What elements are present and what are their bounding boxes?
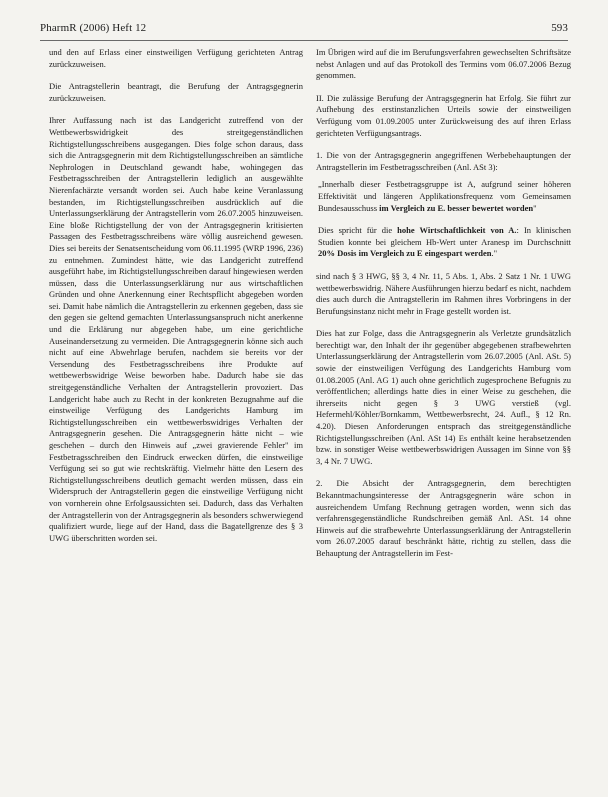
paragraph: sind nach § 3 HWG, §§ 3, 4 Nr. 11, 5 Abs. 1, Abs. 2 Satz 1 Nr. 1 UWG wettbewerbswidrig. Nähere Ausführungen hierzu bedarf es nicht, nachdem dies auch durch die Antragstellerin im Rahmen ihres Vorbringens in der Berufungsinstanz nicht mehr in Frage gestellt worden ist. <box>316 270 571 316</box>
paragraph: Die Antragstellerin beantragt, die Berufung der Antragsgegnerin zurückzuweisen. <box>49 81 303 103</box>
quote-text: „Innerhalb dieser Festbetragsgruppe ist A, aufgrund seiner höheren Effektivität und längeren Applikationsfrequenz vom Gemeinsamen Bundesausschuss <box>318 179 571 213</box>
paragraph: Dies hat zur Folge, dass die Antragsgegnerin als Verletzte grundsätzlich berechtigt war, den Inhalt der ihr gegenüber abgegebenen strafbewehrten Unterlassungserklärung der Antragstellerin vom 26.07.2005 (Anl. ASt. 5) sowie der einstweiligen Verfügung des Landgerichts Hamburg vom 01.08.2005 (Anl. AG 1) auch ohne gerichtlich zugesprochene Befugnis zu veröffentlichen; allerdings hatte dies in einer Weise zu geschehen, die ihrerseits nicht gegen § 3 UWG verstieß (vgl. Hefermehl/Köhler/Bornkamm, Wettbewerbsrecht, 24. Aufl., § 12 Rn. 4.20). Diesen Anforderungen entsprach das streitgegenständliche Richtigstellungsschreiben (Anl. ASt 14) Es enthält keine herabsetzenden bzw. in sonstiger Weise wettbewerbswidrigen Aussagen im Sinne von §§ 3, 4 Nr. 7 UWG. <box>316 328 571 466</box>
paragraph: II. Die zulässige Berufung der Antragsgegnerin hat Erfolg. Sie führt zur Aufhebung des erstinstanzlichen Urteils sowie der einstweiligen Verfügung vom 01.09.2005 unter Zurückweisung des auf ihren Erlass gerichteten Verfügungsantrags. <box>316 92 571 138</box>
quote-emphasis: hohe Wirtschaftlichkeit von A. <box>397 225 517 236</box>
header-rule <box>40 40 568 41</box>
paragraph: Ihrer Auffassung nach ist das Landgericht zutreffend von der Wettbewerbswidrigkeit des streitgegenständlichen Richtigstellungsschreibens ausgegangen. Dies folge schon daraus, dass sich die Antragsgegnerin mit dem Richtigstellungsschreiben an sämtliche Nephrologen in Deutschland gewandt habe, wohingegen das Festbetragsschreiben der Antragstellerin lediglich an ausgewählte Nierenfachärzte versandt worden sei. Auch habe keine Veranlassung bestanden, im Richtigstellungsschreiben ausdrücklich auf die Unterlassungserklärung der Antragstellerin vom 26.07.2005 hinzuweisen. Eine bloße Richtigstellung der von der Antragsgegnerin kritisierten Passagen des Festbetragsschreibens wäre völlig ausreichend gewesen. Dies sei bereits der Senatsentscheidung vom 06.11.1995 (WRP 1996, 236) zu entnehmen. Zumindest hätte, wie das Landgericht zutreffend ausgeführt habe, im Richtigstellungsschreiben darauf hingewiesen werden müssen, dass die Unterlassungserklärung nur aus wirtschaftlichen Gründen und ohne Anerkennung einer Rechtspflicht abgegeben worden sei. Damit habe nämlich die Antragstellerin zu erkennen gegeben, dass sie den gegen sie geltend gemachten Unterlassungsanspruch nicht anerkenne und die Erklärung nur abgegeben habe, um eine gerichtliche Auseinandersetzung zu vermeiden. Die Antragsgegnerin könne sich auch nicht auf eine Abwehrlage berufen, nachdem sie bereits vor der Versendung des Festbetragsschreibens ihre Produkte auf wettbewerbswidrige Weise beworben habe. Dadurch habe sie das streitgegenständliche Verhalten der Antragstellerin provoziert. Das Landgericht habe auch zu Recht in der konkreten Bezugnahme auf die einstweilige Verfügung des Landgerichts Hamburg im Richtigstellungsschreiben ein wettbewerbswidriges Verhalten der Antragsgegnerin gesehen. Die Antragsgegnerin hätte nicht – wie geschehen – durch den Hinweis auf „zwei gravierende Fehler" im Festbetragsschreiben den Eindruck erwecken dürfen, die einstweilige Verfügung sei so gut wie rechtskräftig. Vielmehr hätte den Lesern des Richtigstellungsschreibens deutlich gemacht werden müssen, dass ein Widerspruch der Antragstellerin gegen die einstweilige Verfügung nicht von vornherein ohne Erfolgsaussichten sei. Dadurch, dass das Verhalten der Antragstellerin von der Antragsgegnerin als besonders schwerwiegend qualifiziert wurde, liege auf der Hand, dass die Bagatellgrenze des § 3 UWG überschritten worden sei. <box>49 115 303 543</box>
quote-emphasis: 20% Dosis im Vergleich zu E eingespart werden <box>318 248 492 259</box>
quotation <box>318 225 571 260</box>
journal-title: PharmR (2006) Heft 12 <box>40 22 147 34</box>
quotation <box>318 179 571 214</box>
paragraph: Im Übrigen wird auf die im Berufungsverfahren gewechselten Schriftsätze nebst Anlagen und auf das Protokoll des Termins vom 06.07.2006 Bezug genommen. <box>316 47 571 81</box>
quote-text: ." <box>491 248 498 259</box>
quote-text: : In klinischen Studien konnte bei gleichem Hb-Wert unter Aranesp im Durchschnitt <box>318 225 571 247</box>
quote-emphasis: im Vergleich zu E. besser bewertet worden <box>379 202 534 213</box>
paragraph: und den auf Erlass einer einstweiligen Verfügung gerichteten Antrag zurückzuweisen. <box>49 47 303 69</box>
quote-text: Dies spricht für die <box>318 225 398 236</box>
left-column <box>49 47 303 555</box>
paragraph: 2. Die Absicht der Antragsgegnerin, dem berechtigten Bekanntmachungsinteresse der Antragsgegnerin wäre schon in ausreichendem Umfang Rechnung getragen worden, wenn sich das verfahrensgegenständliche Rundschreiben gemäß Anl. ASt. 14 ohne Hinweis auf die strafbewehrte Unterlassungserklärung der Antragstellerin vom 26.07.2005 darauf beschränkt hätte, richtig zu stellen, dass die Behauptung der Antragstellerin im Fest- <box>316 478 571 558</box>
right-column <box>316 47 571 571</box>
page-number: 593 <box>551 22 568 34</box>
paragraph: 1. Die von der Antragsgegnerin angegriffenen Werbebehauptungen der Antragstellerin im Festbetragsschreiben (Anl. ASt 3): <box>316 150 571 172</box>
quote-text: " <box>533 202 537 213</box>
running-header <box>40 22 568 34</box>
